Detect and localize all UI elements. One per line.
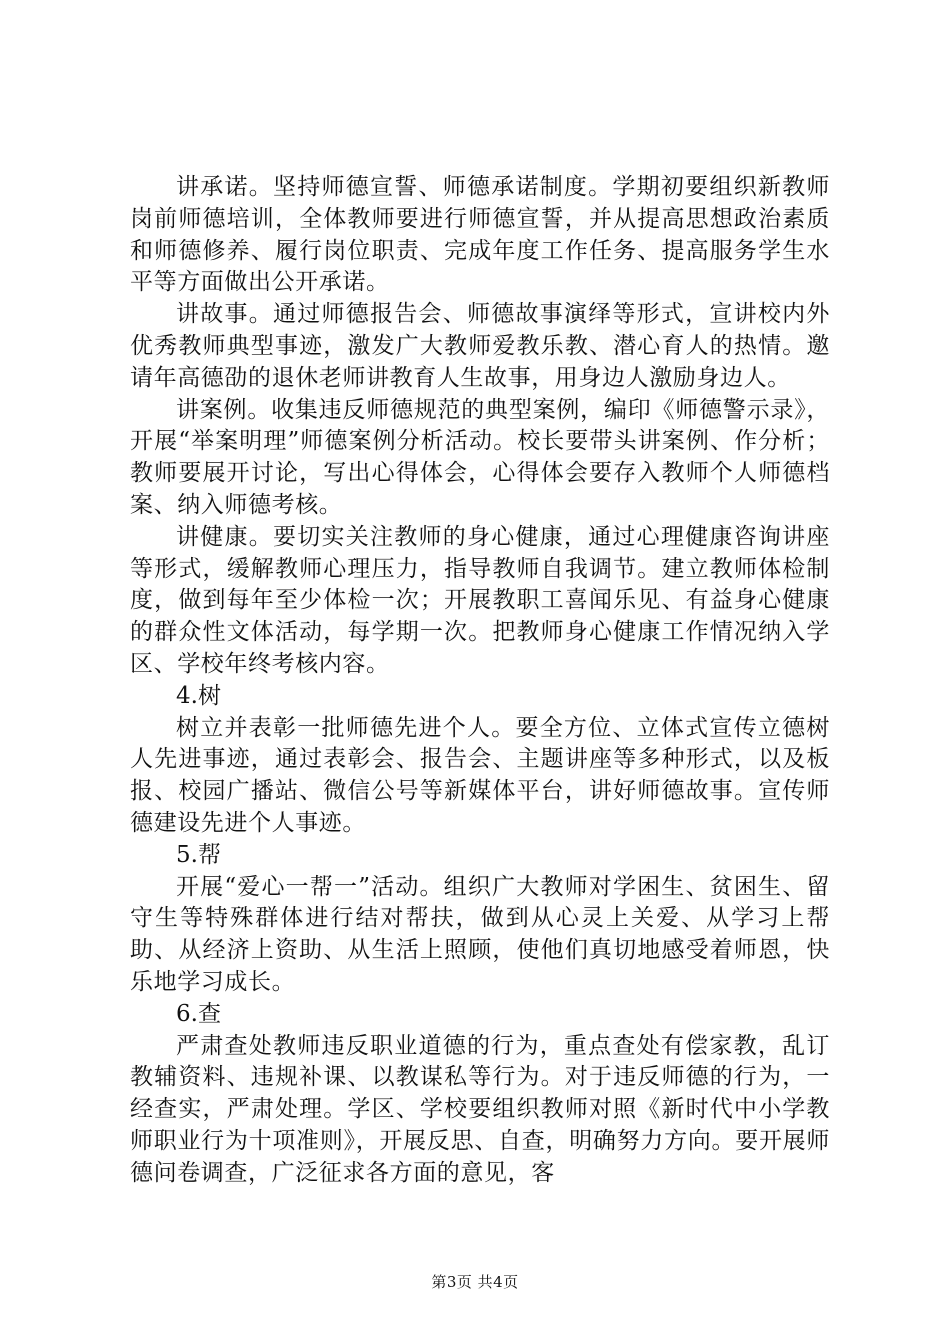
page-number-footer: 第3页 共4页 xyxy=(431,1273,519,1291)
section-heading-6: 6.查 xyxy=(176,1000,221,1027)
paragraph-jiang-gushi: 讲故事。通过师德报告会、师德故事演绎等形式，宣讲校内外优秀教师典型事迹，激发广大教师爱教乐教、潜心育人的热情。邀请年高德劭的退休老师讲教育人生故事，用身边人激励身边人。 xyxy=(130,301,830,391)
paragraph-bang: 开展“爱心一帮一”活动。组织广大教师对学困生、贫困生、留守生等特殊群体进行结对帮扶，做到从心灵上关爱、从学习上帮助、从经济上资助、从生活上照顾，使他们真切地感受着师恩，快乐地学习成长。 xyxy=(130,873,830,995)
document-body xyxy=(130,172,830,1190)
paragraph-jiang-chengnuo: 讲承诺。坚持师德宣誓、师德承诺制度。学期初要组织新教师岗前师德培训，全体教师要进行师德宣誓，并从提高思想政治素质和师德修养、履行岗位职责、完成年度工作任务、提高服务学生水平等方面做出公开承诺。 xyxy=(130,174,830,296)
section-heading-4: 4.树 xyxy=(176,682,221,709)
section-heading-5: 5.帮 xyxy=(176,841,221,868)
paragraph-shu: 树立并表彰一批师德先进个人。要全方位、立体式宣传立德树人先进事迹，通过表彰会、报告会、主题讲座等多种形式，以及板报、校园广播站、微信公号等新媒体平台，讲好师德故事。宣传师德建设先进个人事迹。 xyxy=(130,714,830,836)
paragraph-cha: 严肃查处教师违反职业道德的行为，重点查处有偿家教，乱订教辅资料、违规补课、以教谋私等行为。对于违反师德的行为，一经查实，严肃处理。学区、学校要组织教师对照《新时代中小学教师职业行为十项准则》，开展反思、自查，明确努力方向。要开展师德问卷调查，广泛征求各方面的意见，客 xyxy=(130,1032,830,1186)
paragraph-jiang-jiankang: 讲健康。要切实关注教师的身心健康，通过心理健康咨询讲座等形式，缓解教师心理压力，指导教师自我调节。建立教师体检制度，做到每年至少体检一次；开展教职工喜闻乐见、有益身心健康的群众性文体活动，每学期一次。把教师身心健康工作情况纳入学区、学校年终考核内容。 xyxy=(130,523,830,677)
paragraph-jiang-anli: 讲案例。收集违反师德规范的典型案例，编印《师德警示录》，开展“举案明理”师德案例分析活动。校长要带头讲案例、作分析；教师要展开讨论，写出心得体会，心得体会要存入教师个人师德档案、纳入师德考核。 xyxy=(130,396,830,518)
